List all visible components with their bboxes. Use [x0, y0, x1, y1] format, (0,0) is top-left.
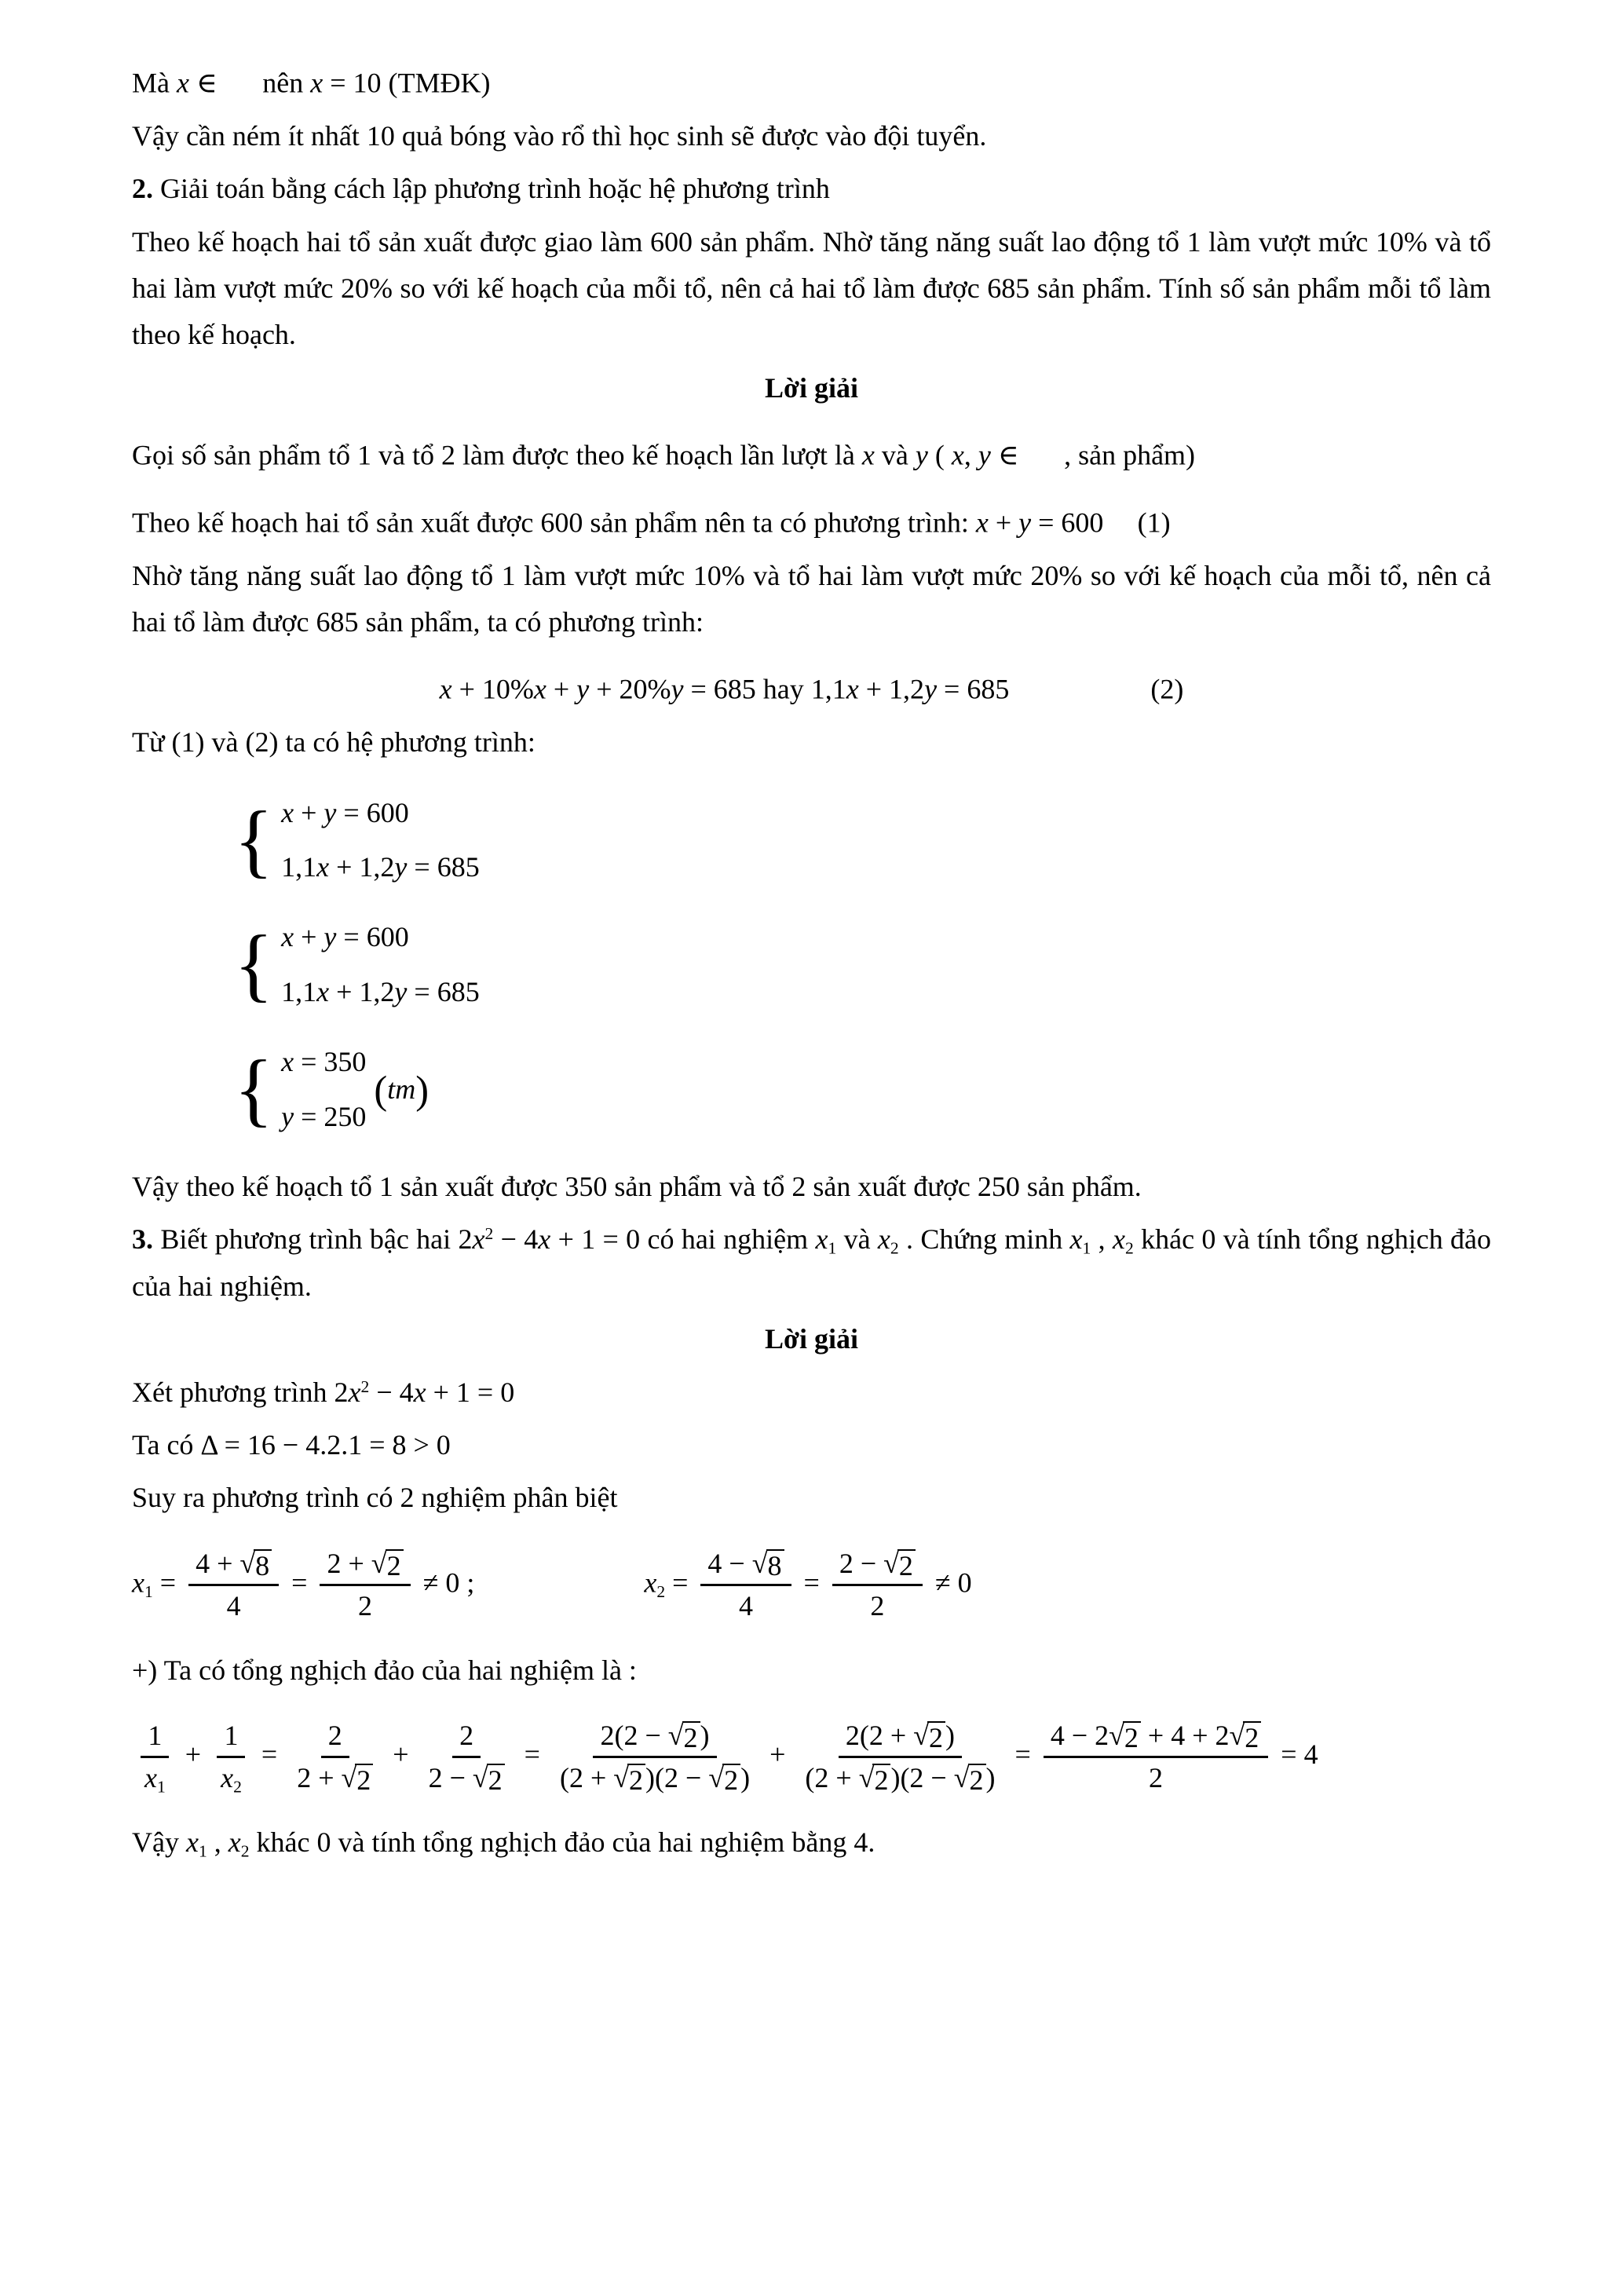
- text-run: =: [152, 1567, 184, 1599]
- superscript: 2: [484, 1224, 494, 1244]
- system-1: [234, 790, 1491, 891]
- text-run: = 685: [407, 851, 480, 883]
- square-root: [708, 1761, 740, 1796]
- system-rows: [281, 790, 480, 891]
- text-run: + 20%: [589, 673, 671, 705]
- numerator: [700, 1546, 791, 1586]
- solution-2-eq2: [132, 652, 1491, 713]
- text-run: nên: [262, 67, 311, 99]
- math-variable: y: [978, 439, 991, 471]
- radicand: [968, 1764, 986, 1796]
- math-variable: y: [324, 921, 337, 953]
- spacer: [217, 46, 263, 92]
- radical-sign-icon: √: [613, 1761, 630, 1793]
- text-run: 2: [358, 1590, 373, 1622]
- subscript: 1: [156, 1777, 166, 1797]
- text-run: và: [836, 1223, 878, 1256]
- equation-row: [281, 844, 480, 890]
- fraction: [700, 1546, 791, 1624]
- text-run: 2: [1149, 1761, 1164, 1793]
- math-variable: x: [975, 506, 989, 539]
- text-run: 2: [459, 1719, 474, 1751]
- text-run: ): [740, 1761, 751, 1793]
- text-run: Gọi số sản phẩm tổ 1 và tổ 2 làm được theo kế hoạch lần lượt là: [132, 439, 862, 471]
- radicand: [682, 1721, 700, 1753]
- text-run: 2: [356, 1764, 371, 1796]
- math-variable: x: [221, 1761, 234, 1793]
- math-variable: x: [951, 439, 964, 471]
- equation-row: [281, 969, 480, 1015]
- heading-problem-2: [132, 166, 1491, 212]
- text-run: + 1,2: [329, 851, 395, 883]
- text-run: Giải toán bằng cách lập phương trình hoặc hệ phương trình: [153, 173, 830, 205]
- math-variable: x: [144, 1761, 157, 1793]
- text-run: Ta có Δ = 16 − 4.2.1 = 8 > 0: [132, 1428, 451, 1461]
- math-variable: x: [281, 1046, 294, 1078]
- text-run: ,: [963, 439, 978, 471]
- text-run: , sản phẩm): [1064, 439, 1196, 471]
- radical-sign-icon: √: [239, 1548, 256, 1580]
- square-root: [668, 1721, 700, 1753]
- math-variable: x: [348, 1376, 361, 1408]
- math-variable: x: [877, 1223, 890, 1256]
- superscript: 2: [360, 1377, 370, 1396]
- math-variable: x: [281, 796, 294, 828]
- math-variable: x: [1113, 1223, 1125, 1256]
- text-run: ): [700, 1719, 710, 1751]
- math-variable: tm: [387, 1073, 416, 1105]
- text-run: = 600: [336, 796, 409, 828]
- radicand: [766, 1549, 784, 1581]
- text-run: 2: [1124, 1721, 1139, 1753]
- text-run: + 1 = 0: [426, 1376, 515, 1408]
- subscript: 2: [656, 1581, 666, 1601]
- solution-heading-3: [132, 1316, 1491, 1362]
- denominator: [863, 1586, 891, 1624]
- radicand: [487, 1764, 505, 1796]
- text-run: =: [517, 1738, 547, 1770]
- system-rows: [281, 914, 480, 1015]
- bold-text: Lời giải: [765, 371, 858, 404]
- math-variable: x: [281, 921, 294, 953]
- square-root: [371, 1549, 404, 1581]
- fraction: [290, 1718, 380, 1796]
- text-run: − 4: [369, 1376, 414, 1408]
- text-run: Xét phương trình 2: [132, 1376, 349, 1408]
- text-run: 2: [928, 1721, 943, 1753]
- text-run: 4 +: [196, 1548, 240, 1580]
- math-variable: x: [132, 1567, 144, 1599]
- radical-sign-icon: √: [708, 1761, 725, 1793]
- text-run: 4 −: [707, 1548, 752, 1580]
- radicand: [386, 1549, 404, 1581]
- bold-text: 3.: [132, 1223, 153, 1256]
- text-run: = 10 (TMĐK): [323, 67, 491, 99]
- text-run: khác 0 và tính tổng nghịch đảo của hai nghiệm bằng 4.: [249, 1826, 875, 1858]
- math-variable: x: [316, 975, 330, 1007]
- numerator: [1044, 1718, 1268, 1758]
- square-root: [1109, 1721, 1141, 1753]
- text-run: (2): [1150, 673, 1184, 705]
- solution-3-delta: [132, 1422, 1491, 1468]
- square-root: [913, 1721, 945, 1753]
- square-root: [613, 1761, 645, 1796]
- solution-3-roots-line: [132, 1545, 1491, 1625]
- numerator: [452, 1718, 481, 1758]
- fraction: [798, 1718, 1002, 1796]
- subscript: 1: [828, 1238, 837, 1258]
- text-run: 2 +: [297, 1761, 342, 1793]
- square-root: [472, 1761, 505, 1796]
- text-run: + 4 + 2: [1140, 1719, 1230, 1751]
- system-rows: [281, 1039, 366, 1140]
- text-run: Vậy theo kế hoạch tổ 1 sản xuất được 350 sản phẩm và tổ 2 sản xuất được 250 sản phẩm.: [132, 1170, 1142, 1202]
- text-run: =: [284, 1567, 315, 1599]
- solution-2-eq1: [132, 485, 1491, 547]
- square-root: [341, 1761, 374, 1796]
- math-variable: x: [316, 851, 330, 883]
- text-run: 1: [224, 1719, 239, 1751]
- text-run: Từ (1) và (2) ta có hệ phương trình:: [132, 726, 536, 759]
- text-run: + 10%: [451, 673, 534, 705]
- text-run: + 1 = 0 có hai nghiệm: [550, 1223, 816, 1256]
- numerator: [141, 1718, 169, 1758]
- left-brace-icon: {: [234, 1044, 274, 1135]
- math-variable: y: [671, 673, 684, 705]
- math-variable: x: [413, 1376, 426, 1408]
- denominator: [351, 1586, 379, 1624]
- text-run: 2: [386, 1550, 401, 1582]
- radical-sign-icon: √: [883, 1548, 899, 1580]
- text-run: =: [1007, 1738, 1038, 1770]
- solution-3-consider: [132, 1369, 1491, 1416]
- system-3-result: [234, 1039, 1491, 1140]
- math-variable: x: [310, 67, 324, 99]
- spacer: [1009, 652, 1150, 698]
- text-run: 2: [629, 1764, 644, 1796]
- subscript: 1: [198, 1841, 207, 1861]
- denominator: [1142, 1758, 1170, 1796]
- math-variable: y: [281, 1100, 294, 1132]
- radical-sign-icon: √: [858, 1761, 875, 1793]
- text-run: 1,1: [281, 851, 317, 883]
- text-run: ∈: [990, 439, 1019, 471]
- bold-text: 2.: [132, 173, 153, 205]
- text-run: (: [927, 439, 952, 471]
- numerator: [832, 1546, 923, 1586]
- text-run: = 685: [937, 673, 1010, 705]
- text-run: )(2 −: [645, 1761, 709, 1793]
- denominator: [220, 1586, 248, 1624]
- denominator: [290, 1758, 380, 1796]
- text-run: 4 − 2: [1050, 1719, 1109, 1751]
- text-run: = 685 hay 1,1: [683, 673, 846, 705]
- solution-2-setup: [132, 418, 1491, 479]
- text-run: +: [294, 921, 324, 953]
- text-run: ,: [207, 1826, 228, 1858]
- radicand: [897, 1549, 916, 1581]
- solution-heading-2: [132, 365, 1491, 411]
- numerator: [320, 1546, 410, 1586]
- text-run: = 685: [407, 975, 480, 1007]
- text-run: ≠ 0 ;: [415, 1567, 475, 1599]
- math-variable: y: [1018, 506, 1032, 539]
- math-variable: x: [846, 673, 859, 705]
- subscript: 1: [1082, 1238, 1091, 1258]
- equation-row: [281, 1094, 366, 1140]
- text-run: 2(2 +: [845, 1719, 914, 1751]
- text-run: (1): [1137, 506, 1171, 539]
- equation-row: [281, 914, 480, 960]
- math-variable: y: [394, 975, 408, 1007]
- radical-sign-icon: √: [371, 1548, 387, 1580]
- radicand: [1123, 1721, 1141, 1753]
- fraction: [188, 1546, 279, 1624]
- text-run: +: [386, 1738, 416, 1770]
- text-run: +: [294, 796, 324, 828]
- subscript: 2: [233, 1777, 242, 1797]
- text-run: (2 +: [559, 1761, 614, 1793]
- text-run: =: [254, 1738, 285, 1770]
- math-variable: y: [324, 796, 337, 828]
- spacer: [474, 1545, 644, 1592]
- system-2: [234, 914, 1491, 1015]
- radical-sign-icon: √: [1109, 1719, 1124, 1751]
- math-variable: x: [644, 1567, 657, 1599]
- radical-sign-icon: √: [751, 1548, 768, 1580]
- text-run: ): [985, 1761, 996, 1793]
- line-basket-conclusion: [132, 113, 1491, 159]
- text-run: 2: [488, 1764, 503, 1796]
- text-run: ≠ 0: [927, 1567, 972, 1599]
- text-run: 2: [870, 1590, 885, 1622]
- radical-sign-icon: √: [953, 1761, 970, 1793]
- radicand: [722, 1764, 740, 1796]
- text-run: Mà: [132, 67, 177, 99]
- text-run: và: [874, 439, 916, 471]
- square-root: [239, 1549, 272, 1581]
- radicand: [254, 1549, 272, 1581]
- denominator: [798, 1758, 1002, 1796]
- math-variable: x: [1069, 1223, 1083, 1256]
- text-run: 2: [683, 1721, 698, 1753]
- square-root: [752, 1549, 784, 1581]
- text-run: +: [177, 1738, 209, 1770]
- solution-3-sum-intro: [132, 1647, 1491, 1694]
- text-run: 8: [767, 1550, 782, 1582]
- fraction: [214, 1718, 249, 1796]
- radicand: [927, 1721, 945, 1753]
- math-variable: y: [394, 851, 408, 883]
- text-run: = 600: [1031, 506, 1104, 539]
- fraction: [1044, 1718, 1268, 1796]
- fraction: [422, 1718, 512, 1796]
- text-run: 1: [148, 1719, 163, 1751]
- fraction: [553, 1718, 757, 1796]
- solution-3-conclusion: [132, 1819, 1491, 1866]
- subscript: 2: [240, 1841, 250, 1861]
- spacer: [1103, 485, 1137, 532]
- text-run: Biết phương trình bậc hai 2: [153, 1223, 473, 1256]
- text-run: 8: [255, 1550, 270, 1582]
- text-run: Theo kế hoạch hai tổ sản xuất được 600 sản phẩm nên ta có phương trình:: [132, 506, 976, 539]
- text-run: = 350: [294, 1046, 367, 1078]
- text-run: ,: [1091, 1223, 1113, 1256]
- math-variable: y: [915, 439, 928, 471]
- text-run: 2: [898, 1550, 913, 1582]
- radical-sign-icon: √: [341, 1761, 357, 1793]
- text-run: 2 +: [327, 1548, 371, 1580]
- problem-2-statement: [132, 219, 1491, 359]
- denominator: [422, 1758, 512, 1796]
- solution-3-sum-line: [132, 1718, 1491, 1796]
- numerator: [321, 1718, 349, 1758]
- square-root: [953, 1761, 986, 1796]
- text-run: (2 +: [805, 1761, 859, 1793]
- numerator: [188, 1546, 279, 1586]
- text-run: = 600: [336, 921, 409, 953]
- text-run: 2: [874, 1764, 889, 1796]
- heading-problem-3: [132, 1216, 1491, 1310]
- text-run: . Chứng minh: [898, 1223, 1070, 1256]
- solution-2-explain: [132, 553, 1491, 646]
- text-run: + 1,2: [858, 673, 925, 705]
- radical-sign-icon: √: [472, 1761, 488, 1793]
- spacer: [1018, 418, 1064, 464]
- fraction: [832, 1546, 923, 1624]
- text-run: = 250: [294, 1100, 367, 1132]
- text-run: +: [546, 673, 577, 705]
- denominator: [214, 1758, 249, 1796]
- subscript: 2: [1124, 1238, 1134, 1258]
- math-variable: x: [538, 1223, 551, 1256]
- text-run: 2 −: [428, 1761, 473, 1793]
- text-run: Suy ra phương trình có 2 nghiệm phân biệt: [132, 1482, 618, 1514]
- math-variable: x: [472, 1223, 485, 1256]
- subscript: 1: [144, 1581, 153, 1601]
- text-run: ): [945, 1719, 955, 1751]
- text-run: khác 0 và tính tổng nghịch đảo của hai nghiệm.: [132, 1223, 1492, 1302]
- fraction: [137, 1718, 173, 1796]
- text-run: + 1,2: [329, 975, 395, 1007]
- math-variable: x: [439, 673, 452, 705]
- denominator: [553, 1758, 757, 1796]
- denominator: [137, 1758, 173, 1796]
- line-conclusion-x10: [132, 46, 1491, 107]
- left-brace-icon: {: [234, 919, 274, 1011]
- text-run: Theo kế hoạch hai tổ sản xuất được giao làm 600 sản phẩm. Nhờ tăng năng suất lao động tổ 1 làm vượt mức 10% và tổ hai làm vượt mức 20% so với kế hoạch của mỗi tổ, nên cả hai tổ làm được 685 sản phẩm. Tính số sản phẩm mỗi tổ làm theo kế hoạch.: [132, 225, 1491, 351]
- denominator: [732, 1586, 760, 1624]
- text-run: 2: [1245, 1721, 1259, 1753]
- text-run: +: [762, 1738, 793, 1770]
- text-run: =: [665, 1567, 696, 1599]
- square-root: [858, 1761, 891, 1796]
- subscript: 2: [890, 1238, 899, 1258]
- text-run: 1,1: [281, 975, 317, 1007]
- text-run: 2(2 −: [600, 1719, 668, 1751]
- text-run: ∈: [188, 67, 217, 99]
- text-run: Nhờ tăng năng suất lao động tổ 1 làm vượt mức 10% và tổ hai làm vượt mức 20% so với kế hoạch của mỗi tổ, nên cả hai tổ làm được 685 sản phẩm, ta có phương trình:: [132, 559, 1491, 638]
- math-variable: x: [228, 1826, 241, 1858]
- radical-sign-icon: √: [667, 1719, 684, 1751]
- square-root: [883, 1549, 916, 1581]
- math-variable: x: [533, 673, 546, 705]
- math-variable: x: [177, 67, 189, 99]
- solution-2-conclusion: [132, 1164, 1491, 1210]
- numerator: [217, 1718, 245, 1758]
- numerator: [593, 1718, 716, 1758]
- text-run: =: [796, 1567, 827, 1599]
- text-run: 2: [327, 1719, 342, 1751]
- math-variable: x: [185, 1826, 199, 1858]
- text-run: 2: [724, 1764, 739, 1796]
- text-run: 2: [969, 1764, 984, 1796]
- text-run: Vậy: [132, 1826, 186, 1858]
- text-run: )(2 −: [890, 1761, 954, 1793]
- equation-row: [281, 790, 480, 836]
- left-brace-icon: {: [234, 794, 274, 886]
- radical-sign-icon: √: [1229, 1719, 1245, 1751]
- text-run: +) Ta có tổng nghịch đảo của hai nghiệm là :: [132, 1654, 637, 1687]
- radicand: [872, 1764, 890, 1796]
- radical-sign-icon: √: [913, 1719, 929, 1751]
- solution-2-system-intro: [132, 719, 1491, 766]
- system-annotation: ( tm ): [374, 1067, 429, 1112]
- text-run: 2 −: [839, 1548, 884, 1580]
- square-root: [1230, 1721, 1262, 1753]
- radicand: [627, 1764, 645, 1796]
- text-run: +: [988, 506, 1019, 539]
- bold-text: Lời giải: [765, 1323, 858, 1355]
- fraction: [320, 1546, 410, 1624]
- text-run: − 4: [493, 1223, 539, 1256]
- solution-3-two-roots: [132, 1475, 1491, 1521]
- radicand: [355, 1764, 373, 1796]
- math-variable: y: [924, 673, 938, 705]
- math-variable: x: [861, 439, 875, 471]
- text-run: 4: [738, 1590, 753, 1622]
- numerator: [839, 1718, 962, 1758]
- text-run: 4: [226, 1590, 241, 1622]
- equation-row: [281, 1039, 366, 1085]
- math-variable: x: [815, 1223, 828, 1256]
- text-run: Vậy cần ném ít nhất 10 quả bóng vào rổ thì học sinh sẽ được vào đội tuyển.: [132, 119, 987, 152]
- text-run: = 4: [1274, 1738, 1318, 1770]
- math-variable: y: [576, 673, 590, 705]
- radicand: [1243, 1721, 1261, 1753]
